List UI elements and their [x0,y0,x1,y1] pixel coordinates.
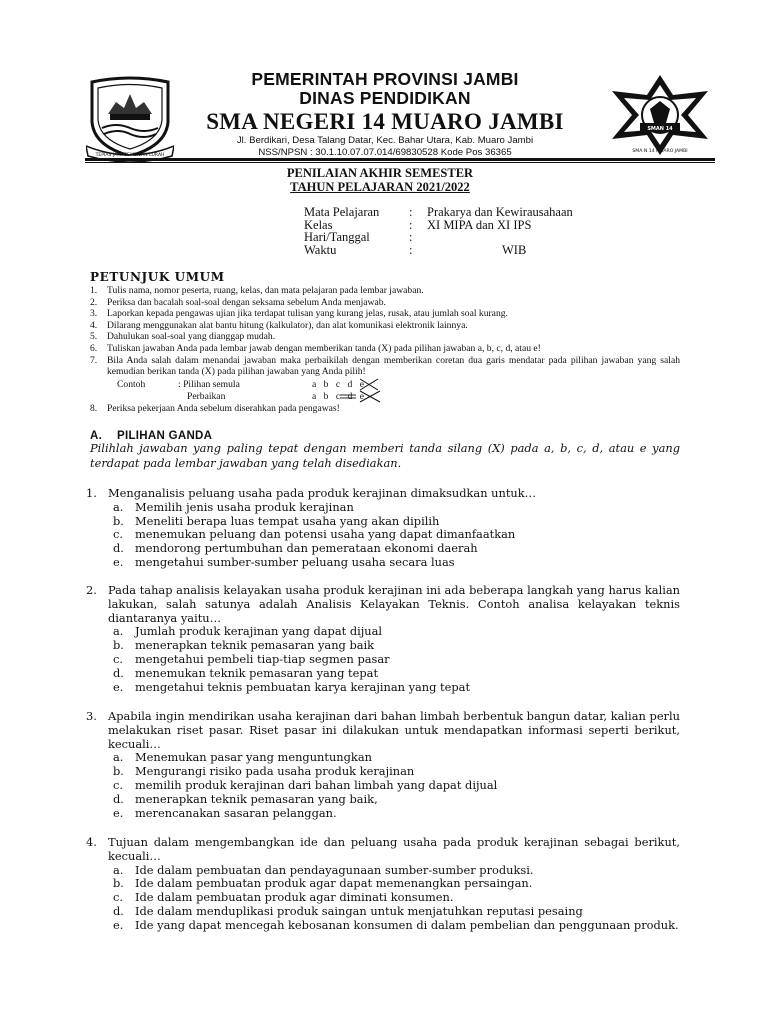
question-3: 3. Apabila ingin mendirikan usaha kerajinan dari bahan limbah berbentuk bangun datar, kalian perlu melakukan riset pasar. Riset pasar ini dilakukan untuk mendapatkan informasi seperti berikut, kecuali… a. Menemukan pasar yang menguntungkan b. Mengurangi risiko pada usaha produk kerajinan c. memilih produk kerajinan dari bahan limbah yang dapat dijual d. menerapkan teknik pemasaran yang baik, e. merencanakan sasaran pelanggan. [86,709,680,820]
section-a-heading: A. PILIHAN GANDA [90,430,213,442]
svg-text:TEPIAS JAMI SEMBILAN LURAH: TEPIAS JAMI SEMBILAN LURAH [95,153,165,158]
option-b: b. Ide dalam pembuatan produk agar dapat memenangkan persaingan. [113,876,533,891]
option-c: c. memilih produk kerajinan dari bahan limbah yang dapat dijual [113,777,498,792]
option-d: d. Ide dalam menduplikasi produk saingan untuk menjatuhkan reputasi pesaing [113,903,583,918]
correction-mark-icon [340,390,384,403]
option-d: d. menerapkan teknik pemasaran yang baik, [113,791,378,806]
meta-row-time: Waktu : WIB [304,242,527,257]
letterhead-divider-thick [85,158,715,161]
option-e: e. merencanakan sasaran pelanggan. [113,805,337,820]
letterhead-school-name: SMA NEGERI 14 MUARO JAMBI [206,109,564,134]
instruction-item: 1. Tulis nama, nomor peserta, ruang, kelas, dan mata pelajaran pada lembar jawaban. [90,285,424,296]
instruction-item: 7. Bila Anda salah dalam menandai jawaban maka perbaikilah dengan memberikan coretan dua garis mendatar pada pilihan jawaban yang salah kemudian berikan tanda (X) pada pilihan jawaban yang Anda pilih! [90,354,680,378]
option-b: b. menerapkan teknik pemasaran yang baik [113,638,375,653]
example-corrected-letters: a b c d e [312,391,364,402]
exam-year: TAHUN PELAJARAN 2021/2022 [290,179,470,194]
example-corrected-label: Perbaikan [187,391,226,402]
instructions-list-final [90,403,680,415]
option-a: a. Ide dalam pembuatan dan pendayagunaan sumber-sumber produksi. [113,862,534,877]
letterhead-nss: NSS/NPSN : 30.1.10.07.07.014/69830528 Kode Pos 36365 [258,146,512,158]
option-a: a. Memilih jenis usaha produk kerajinan [113,499,354,514]
province-emblem-logo [86,72,174,162]
example-original-letters: a b c d e [312,379,364,390]
exam-meta [304,206,627,256]
example-original-label: : Pilihan semula [178,379,240,390]
svg-text:SMA N 14 MUARO JAMBI: SMA N 14 MUARO JAMBI [632,149,688,154]
letterhead-department: DINAS PENDIDIKAN [299,88,471,108]
option-a: a. Jumlah produk kerajinan yang dapat dijual [113,624,383,639]
letterhead-address: Jl. Berdikari, Desa Talang Datar, Kec. Bahar Utara, Kab. Muaro Jambi [236,135,534,146]
option-e: e. mengetahui sumber-sumber peluang usaha secara luas [113,554,455,569]
instruction-item: 3. Laporkan kepada pengawas ujian jika terdapat tulisan yang kurang jelas, rusak, atau jumlah soal kurang. [90,308,508,320]
option-a: a. Menemukan pasar yang menguntungkan [113,750,372,765]
option-d: d. mendorong pertumbuhan dan pemerataan ekonomi daerah [113,541,478,556]
option-e: e. mengetahui teknis pembuatan karya kerajinan yang tepat [113,679,471,694]
option-c: c. Ide dalam pembuatan produk agar diminati konsumen. [113,890,454,905]
question-4: 4. Tujuan dalam mengembangkan ide dan peluang usaha pada produk kerajinan sebagai berikut, kecuali… a. Ide dalam pembuatan dan pendayagunaan sumber-sumber produksi. b. Ide dalam pembuatan produk agar dapat memenangkan persaingan. c. Ide dalam pembuatan produk agar diminati konsumen. d. Ide dalam menduplikasi produk saingan untuk menjatuhkan reputasi pesaing e. Ide yang dapat mencegah kebosanan konsumen di dalam pembelian dan penggunaan produk. [86,835,680,932]
option-e: e. Ide yang dapat mencegah kebosanan konsumen di dalam pembelian dan penggunaan produk. [113,917,679,932]
option-b: b. Mengurangi risiko pada usaha produk kerajinan [113,764,415,779]
instructions-title: PETUNJUK UMUM [90,270,225,284]
letterhead-government: PEMERINTAH PROVINSI JAMBI [251,69,519,89]
letterhead [180,70,590,158]
section-a-instruction: Pilihlah jawaban yang paling tepat dengan memberi tanda silang (X) pada a, b, c, d, atau e yang terdapat pada lembar jawaban yang telah disediakan. [90,441,680,470]
question-1: 1. Menganalisis peluang usaha pada produk kerajinan dimaksudkan untuk… a. Memilih jenis usaha produk kerajinan b. Meneliti berapa luas tempat usaha yang akan dipilih c. menemukan peluang dan potensi usaha yang dapat dimanfaatkan d. mendorong pertumbuhan dan pemerataan ekonomi daerah e. mengetahui sumber-sumber peluang usaha secara luas [86,487,680,570]
school-emblem-logo [610,73,710,157]
letterhead-divider-thin [85,162,715,163]
exam-title [240,167,520,194]
instruction-item: 8. Periksa pekerjaan Anda sebelum diserahkan pada pengawas! [90,403,340,414]
meta-row-date: Hari/Tanggal : [304,230,413,245]
meta-row-class: Kelas : XI MIPA dan XI IPS [304,217,532,232]
meta-row-subject: Mata Pelajaran : Prakarya dan Kewirausahaan [304,205,573,219]
instructions-list [90,285,680,378]
instruction-item: 5. Dahulukan soal-soal yang dianggap mudah. [90,331,276,343]
svg-text:SMAN 14: SMAN 14 [647,126,673,132]
instruction-item: 4. Dilarang menggunakan alat bantu hitung (kalkulator), dan alat komunikasi elektronik lainnya. [90,319,468,331]
instruction-item: 6. Tuliskan jawaban Anda pada lembar jawab dengan memberikan tanda (X) pada pilihan jawaban a, b, c, d, atau e! [90,342,541,354]
instruction-item: 2. Periksa dan bacalah soal-soal dengan seksama sebelum Anda menjawab. [90,296,386,308]
option-d: d. menemukan teknik pemasaran yang tepat [113,665,379,680]
option-b: b. Meneliti berapa luas tempat usaha yang akan dipilih [113,513,440,528]
option-c: c. mengetahui pembeli tiap-tiap segmen pasar [113,651,390,666]
question-2: 2. Pada tahap analisis kelayakan usaha produk kerajinan ini ada beberapa langkah yang harus kalian lakukan, salah satunya adalah Analisis Kelayakan Teknis. Contoh analisa kelayakan teknis diantaranya yaitu… a. Jumlah produk kerajinan yang dapat dijual b. menerapkan teknik pemasaran yang baik c. mengetahui pembeli tiap-tiap segmen pasar d. menemukan teknik pemasaran yang tepat e. mengetahui teknis pembuatan karya kerajinan yang tepat [86,583,680,694]
example-label: Contoh [117,379,146,390]
exam-name: PENILAIAN AKHIR SEMESTER [286,166,474,180]
option-c: c. menemukan peluang dan potensi usaha yang dapat dimanfaatkan [113,527,516,542]
